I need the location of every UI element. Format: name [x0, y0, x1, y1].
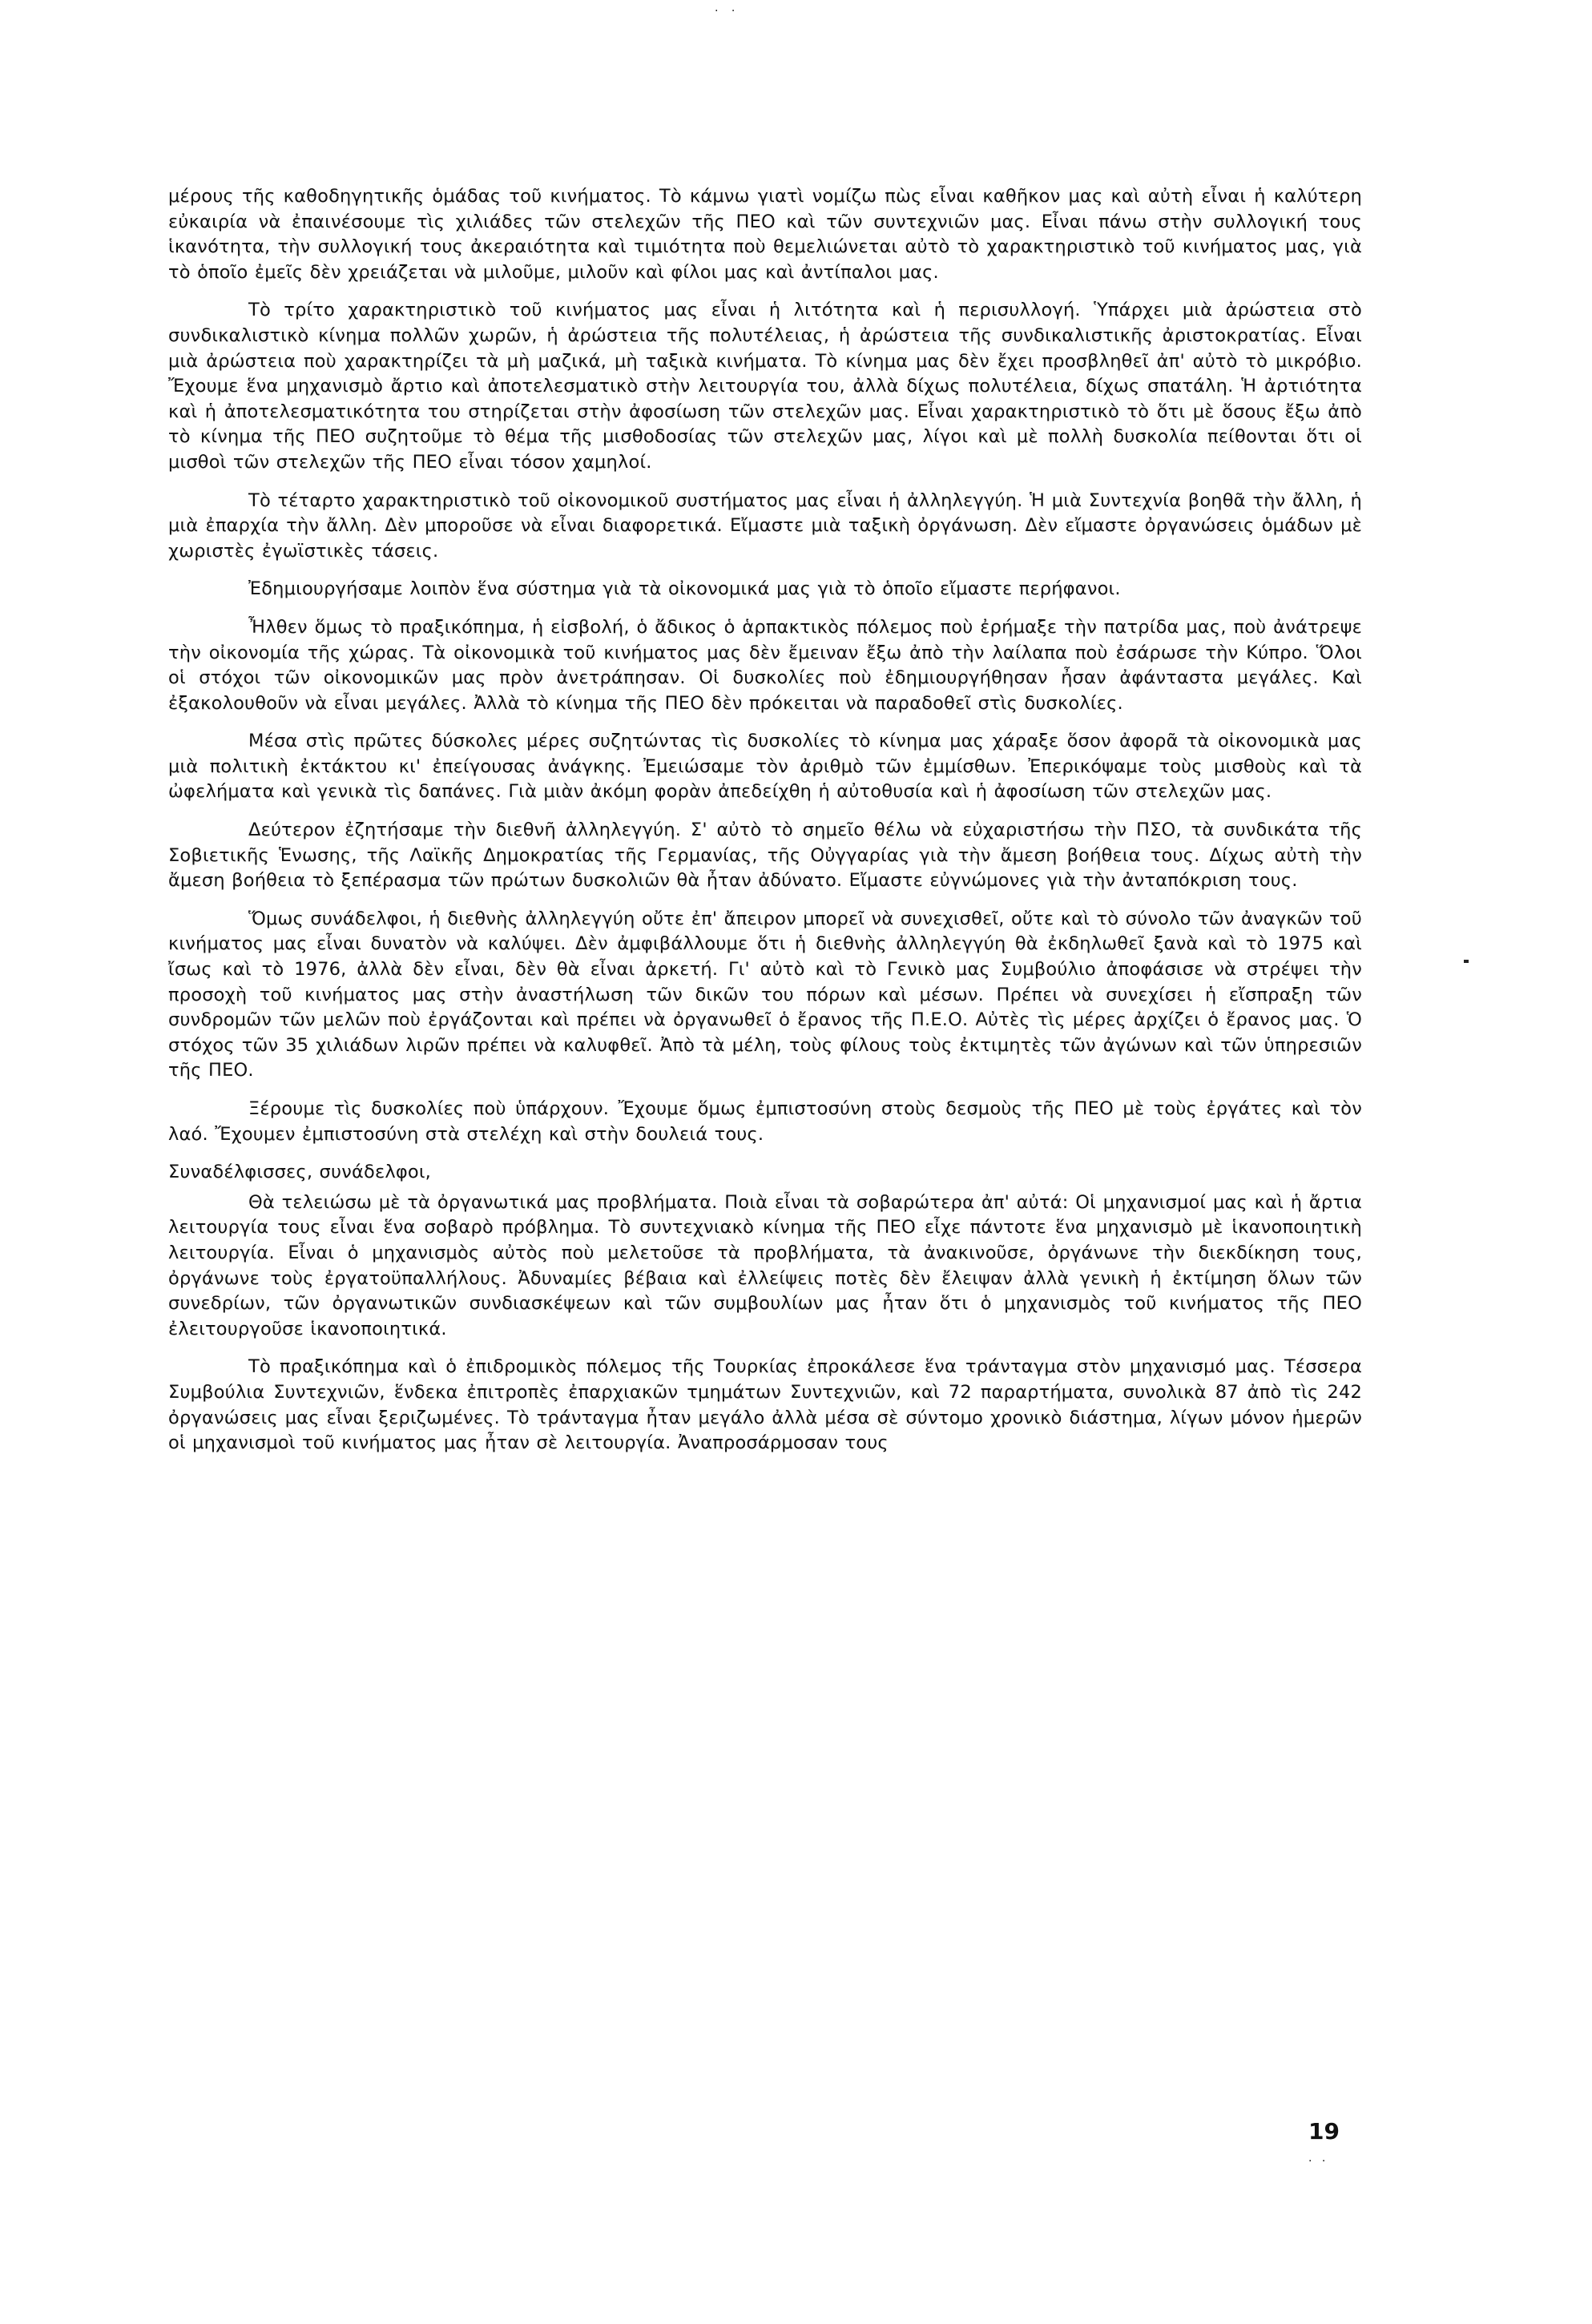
paragraph-6: Μέσα στὶς πρῶτες δύσκολες μέρες συζητώντας τὶς δυσκολίες τὸ κίνημα μας χάραξε ὅσον ἀφορᾶ τὰ οἰκονομικὰ μας μιὰ πολιτικὴ ἐκτάκτου κι' ἐπείγουσας ἀνάγκης. Ἐμειώσαμε τὸν ἀριθμὸ τῶν ἐμμίσθων. Ἐπερικόψαμε τοὺς μισθοὺς καὶ τὰ ὠφελήματα καὶ γενικὰ τὶς δαπάνες. Γιὰ μιὰν ἀκόμη φορὰν ἀπεδείχθη ἡ αὐτοθυσία καὶ ἡ ἀφοσίωση τῶν στελεχῶν μας.	[168, 731, 1362, 803]
paragraph-11: Τὸ πραξικόπημα καὶ ὁ ἐπιδρομικὸς πόλεμος τῆς Τουρκίας ἐπροκάλεσε ἕνα τράνταγμα στὸν μηχανισμό μας. Τέσσερα Συμβούλια Συντεχνιῶν, ἕνδεκα ἐπιτροπὲς ἐπαρχιακῶν τμημάτων Συντεχνιῶν, καὶ 72 παραρτήματα, συνολικὰ 87 ἀπὸ τὶς 242 ὀργανώσεις μας εἶναι ξεριζωμένες. Τὸ τράνταγμα ἦταν μεγάλο ἀλλὰ μέσα σὲ σύντομο χρονικὸ διάστημα, λίγων μόνον ἡμερῶν οἱ μηχανισμοὶ τοῦ κινήματος μας ἦταν σὲ λειτουργία. Ἀναπροσάρμοσαν τους	[168, 1356, 1362, 1454]
salutation: Συναδέλφισσες, συνάδελφοι,	[168, 1162, 432, 1183]
paragraph-8: Ὅμως συνάδελφοι, ἡ διεθνὴς ἀλληλεγγύη οὔτε ἐπ' ἄπειρον μπορεῖ νὰ συνεχισθεῖ, οὔτε καὶ τὸ σύνολο τῶν ἀναγκῶν τοῦ κινήματος μας εἶναι δυνατὸν νὰ καλύψει. Δὲν ἀμφιβάλλουμε ὅτι ἡ διεθνὴς ἀλληλεγγύη θὰ ἐκδηλωθεῖ ξανὰ καὶ τὸ 1975 καὶ ἴσως καὶ τὸ 1976, ἀλλὰ δὲν εἶναι, δὲν θὰ εἶναι ἀρκετή. Γι' αὐτὸ καὶ τὸ Γενικὸ μας Συμβούλιο ἀποφάσισε νὰ στρέψει τὴν προσοχὴ τοῦ κινήματος μας στὴν ἀναστήλωση τῶν δικῶν του πόρων καὶ μέσων. Πρέπει νὰ συνεχίσει ἡ εἴσπραξη τῶν συνδρομῶν τῶν μελῶν ποὺ ἐργάζονται καὶ πρέπει νὰ ὀργανωθεῖ ὁ ἔρανος τῆς Π.Ε.Ο. Αὐτὲς τὶς μέρες ἀρχίζει ὁ ἔρανος μας. Ὁ στόχος τῶν 35 χιλιάδων λιρῶν πρέπει νὰ καλυφθεῖ. Ἀπὸ τὰ μέλη, τοὺς φίλους τοὺς ἐκτιμητὲς τῶν ἀγώνων καὶ τῶν ὑπηρεσιῶν τῆς ΠΕΟ.	[168, 908, 1362, 1081]
paragraph-5: Ἦλθεν ὅμως τὸ πραξικόπημα, ἡ εἰσβολή, ὁ ἄδικος ὁ ἁρπακτικὸς πόλεμος ποὺ ἐρήμαξε τὴν πατρίδα μας, ποὺ ἀνάτρεψε τὴν οἰκονομία τῆς χώρας. Τὰ οἰκονομικὰ τοῦ κινήματος μας δὲν ἔμειναν ἔξω ἀπὸ τὴν λαίλαπα ποὺ ἐσάρωσε τὴν Κύπρο. Ὅλοι οἱ στόχοι τῶν οἰκονομικῶν μας πρὸν ἀνετράπησαν. Οἱ δυσκολίες ποὺ ἐδημιουργήθησαν ἦσαν ἀφάνταστα μεγάλες. Καὶ ἐξακολουθοῦν νὰ εἶναι μεγάλες. Ἀλλὰ τὸ κίνημα τῆς ΠΕΟ δὲν πρόκειται νὰ παραδοθεῖ στὶς δυσκολίες.	[168, 616, 1362, 714]
paragraph-10: Θὰ τελειώσω μὲ τὰ ὀργανωτικά μας προβλήματα. Ποιὰ εἶναι τὰ σοβαρώτερα ἀπ' αὐτά: Οἱ μηχανισμοί μας καὶ ἡ ἄρτια λειτουργία τους εἶναι ἕνα σοβαρὸ πρόβλημα. Τὸ συντεχνιακὸ κίνημα τῆς ΠΕΟ εἶχε πάντοτε ἕνα μηχανισμὸ μὲ ἱκανοποιητικὴ λειτουργία. Εἶναι ὁ μηχανισμὸς αὐτὸς ποὺ μελετοῦσε τὰ προβλήματα, τὰ ἀνακινοῦσε, ὀργάνωνε τὴν διεκδίκηση τους, ὀργάνωνε τοὺς ἐργατοϋπαλλήλους. Ἀδυναμίες βέβαια καὶ ἐλλείψεις ποτὲς δὲν ἔλειψαν ἀλλὰ γενικὴ ἡ ἐκτίμηση ὅλων τῶν συνεδρίων, τῶν ὀργανωτικῶν συνδιασκέψεων καὶ τῶν συμβουλίων μας ἦταν ὅτι ὁ μηχανισμὸς τοῦ κινήματος τῆς ΠΕΟ ἐλειτουργοῦσε ἱκανοποιητικά.	[168, 1191, 1362, 1339]
document-page	[168, 184, 1362, 1469]
paragraph-1: μέρους τῆς καθοδηγητικῆς ὁμάδας τοῦ κινήματος. Τὸ κάμνω γιατὶ νομίζω πὼς εἶναι καθῆκον μας καὶ αὐτὴ εἶναι ἡ καλύτερη εὐκαιρία νὰ ἐπαινέσουμε τὶς χιλιάδες τῶν στελεχῶν τῆς ΠΕΟ καὶ τῶν συντεχνιῶν μας. Εἶναι πάνω στὴν συλλογική τους ἱκανότητα, τὴν συλλογική τους ἀκεραιότητα καὶ τιμιότητα ποὺ θεμελιώνεται αὐτὸ τὸ χαρακτηριστικὸ τοῦ κινήματος μας, γιὰ τὸ ὁποῖο ἐμεῖς δὲν χρειάζεται νὰ μιλοῦμε, μιλοῦν καὶ φίλοι μας καὶ ἀντίπαλοι μας.	[168, 186, 1362, 283]
paragraph-3: Τὸ τέταρτο χαρακτηριστικὸ τοῦ οἰκονομικοῦ συστήματος μας εἶναι ἡ ἀλληλεγγύη. Ἡ μιὰ Συντεχνία βοηθᾶ τὴν ἄλλη, ἡ μιὰ ἐπαρχία τὴν ἄλλη. Δὲν μποροῦσε νὰ εἶναι διαφορετικά. Εἴμαστε μιὰ ταξικὴ ὀργάνωση. Δὲν εἴμαστε ὀργανώσεις ὁμάδων μὲ χωριστὲς ἐγωϊστικὲς τάσεις.	[168, 489, 1362, 562]
paragraph-9: Ξέρουμε τὶς δυσκολίες ποὺ ὑπάρχουν. Ἔχουμε ὅμως ἐμπιστοσύνη στοὺς δεσμοὺς τῆς ΠΕΟ μὲ τοὺς ἐργάτες καὶ τὸν λαό. Ἔχουμεν ἐμπιστοσύνη στὰ στελέχη καὶ στὴν δουλειά τους.	[168, 1098, 1362, 1145]
page-number: 19	[1308, 2118, 1340, 2145]
page-number-marks: · ·	[1308, 2155, 1329, 2168]
scan-marks: . .	[715, 2, 740, 14]
paragraph-2: Τὸ τρίτο χαρακτηριστικὸ τοῦ κινήματος μας εἶναι ἡ λιτότητα καὶ ἡ περισυλλογή. Ὑπάρχει μιὰ ἀρώστεια στὸ συνδικαλιστικὸ κίνημα πολλῶν χωρῶν, ἡ ἀρώστεια τῆς πολυτέλειας, ἡ ἀρώστεια τῆς συνδικαλιστικῆς ἀριστοκρατίας. Εἶναι μιὰ ἀρώστεια ποὺ χαρακτηρίζει τὰ μὴ μαζικά, μὴ ταξικὰ κινήματα. Τὸ κίνημα μας δὲν ἔχει προσβληθεῖ ἀπ' αὐτὸ τὸ μικρόβιο. Ἔχουμε ἕνα μηχανισμὸ ἄρτιο καὶ ἀποτελεσματικὸ στὴν λειτουργία του, ἀλλὰ δίχως πολυτέλεια, δίχως σπατάλη. Ἡ ἀρτιότητα καὶ ἡ ἀποτελεσματικότητα του στηρίζεται στὴν ἀφοσίωση τῶν στελεχῶν μας. Εἶναι χαρακτηριστικὸ τὸ ὅτι μὲ ὅσους ἔξω ἀπὸ τὸ κίνημα τῆς ΠΕΟ συζητοῦμε τὸ θέμα τῆς μισθοδοσίας τῶν στελεχῶν μας, λίγοι καὶ μὲ πολλὴ δυσκολία πείθονται ὅτι οἱ μισθοὶ τῶν στελεχῶν τῆς ΠΕΟ εἶναι τόσον χαμηλοί.	[168, 300, 1362, 473]
paragraph-7: Δεύτερον ἐζητήσαμε τὴν διεθνῆ ἀλληλεγγύη. Σ' αὐτὸ τὸ σημεῖο θέλω νὰ εὐχαριστήσω τὴν ΠΣΟ, τὰ συνδικάτα τῆς Σοβιετικῆς Ἑνωσης, τῆς Λαϊκῆς Δημοκρατίας τῆς Γερμανίας, τῆς Οὐγγαρίας γιὰ τὴν ἄμεση βοήθεια τους. Δίχως αὐτὴ τὴν ἄμεση βοήθεια τὸ ξεπέρασμα τῶν πρώτων δυσκολιῶν θὰ ἦταν ἀδύνατο. Εἴμαστε εὐγνώμονες γιὰ τὴν ἀνταπόκριση τους.	[168, 820, 1362, 892]
margin-mark	[1464, 960, 1469, 963]
paragraph-4: Ἐδημιουργήσαμε λοιπὸν ἕνα σύστημα γιὰ τὰ οἰκονομικά μας γιὰ τὸ ὁποῖο εἴμαστε περήφανοι.	[248, 578, 1121, 600]
